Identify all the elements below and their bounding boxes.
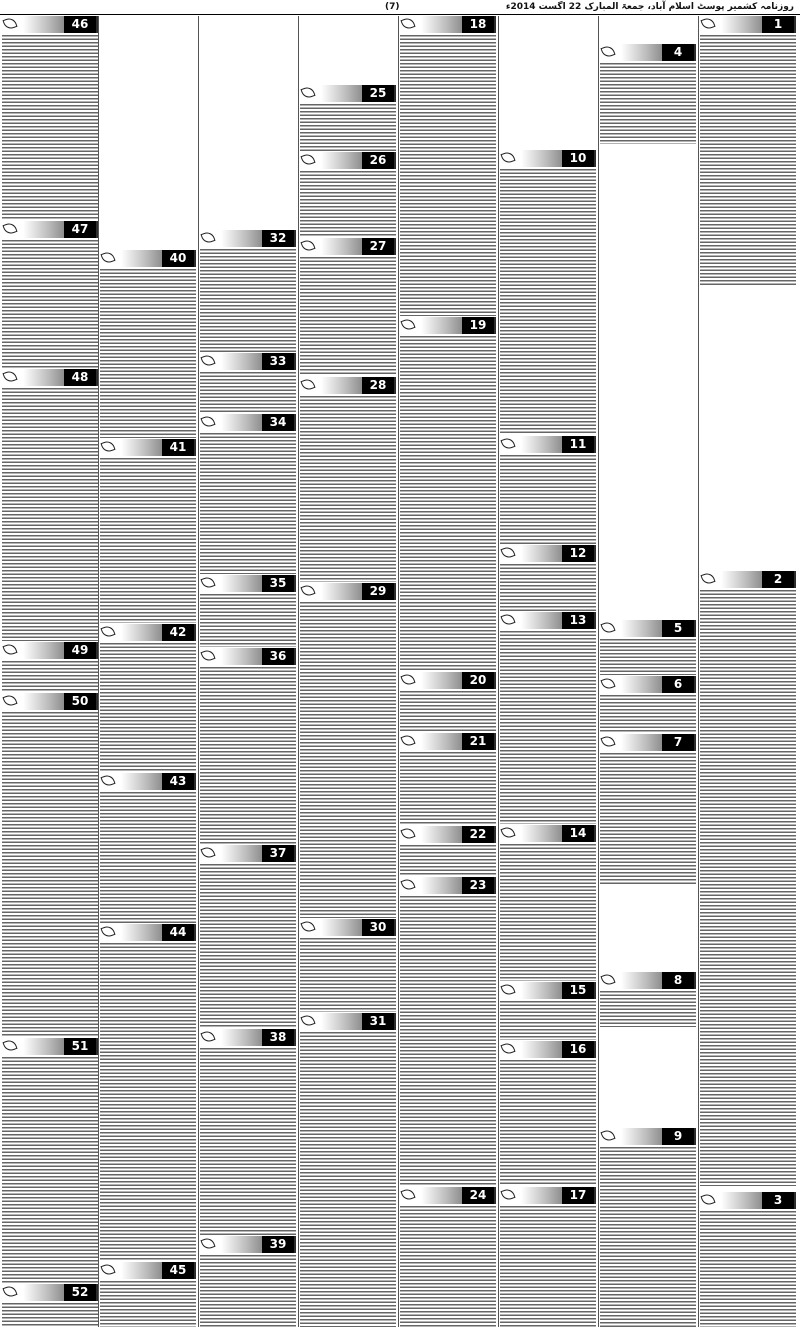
- column-separator: [98, 16, 99, 1327]
- leaf-icon: [700, 16, 715, 30]
- item-number: 23: [462, 877, 494, 894]
- leaf-icon: [300, 152, 315, 166]
- item-number: 33: [262, 353, 294, 370]
- urdu-text-block: [200, 372, 296, 413]
- leaf-icon: [600, 676, 615, 690]
- leaf-icon: [500, 436, 515, 450]
- item-number-banner: [300, 1013, 396, 1030]
- item-number: 25: [362, 85, 394, 102]
- item-number: 41: [162, 439, 194, 456]
- item-number: 31: [362, 1013, 394, 1030]
- item-number-banner: [300, 152, 396, 169]
- item-number-banner: [300, 919, 396, 936]
- leaf-icon: [200, 414, 215, 428]
- item-number-banner: [300, 85, 396, 102]
- item-number-banner: [2, 16, 98, 33]
- item-number-banner: [100, 250, 196, 267]
- column-6: [200, 16, 296, 1327]
- urdu-text-block: [600, 753, 696, 886]
- item-number-banner: [600, 972, 696, 989]
- urdu-text-block: [200, 249, 296, 352]
- item-number: 47: [64, 221, 96, 238]
- leaf-icon: [600, 734, 615, 748]
- urdu-text-block: [100, 269, 196, 438]
- leaf-icon: [2, 221, 17, 235]
- item-number-banner: [100, 439, 196, 456]
- news-item: [300, 583, 396, 918]
- item-number: 50: [64, 693, 96, 710]
- item-number-banner: [400, 733, 496, 750]
- item-number: 21: [462, 733, 494, 750]
- item-number: 42: [162, 624, 194, 641]
- urdu-text-block: [400, 752, 496, 825]
- item-number: 11: [562, 436, 594, 453]
- item-number: 9: [662, 1128, 694, 1145]
- news-item: [200, 648, 296, 844]
- item-number: 12: [562, 545, 594, 562]
- leaf-icon: [500, 545, 515, 559]
- news-item: [600, 676, 696, 733]
- item-number: 43: [162, 773, 194, 790]
- news-item: [600, 44, 696, 144]
- news-item: [200, 230, 296, 352]
- column-separator: [198, 16, 199, 1327]
- urdu-text-block: [600, 991, 696, 1027]
- item-number: 26: [362, 152, 394, 169]
- urdu-text-block: [600, 63, 696, 144]
- leaf-icon: [400, 317, 415, 331]
- item-number: 5: [662, 620, 694, 637]
- item-number: 8: [662, 972, 694, 989]
- column-5: [300, 16, 396, 1327]
- item-number-banner: [600, 1128, 696, 1145]
- leaf-icon: [2, 1038, 17, 1052]
- leaf-icon: [100, 250, 115, 264]
- news-item: [300, 919, 396, 1012]
- urdu-text-block: [500, 1060, 596, 1186]
- leaf-icon: [300, 238, 315, 252]
- urdu-text-block: [500, 631, 596, 824]
- leaf-icon: [100, 1262, 115, 1276]
- urdu-text-block: [2, 1057, 98, 1283]
- item-number: 16: [562, 1041, 594, 1058]
- leaf-icon: [300, 919, 315, 933]
- item-number-banner: [700, 571, 796, 588]
- urdu-text-block: [300, 104, 396, 151]
- item-number-banner: [2, 642, 98, 659]
- item-number: 1: [762, 16, 794, 33]
- item-number: 7: [662, 734, 694, 751]
- column-separator: [698, 16, 699, 1327]
- news-item: [500, 1187, 596, 1327]
- urdu-text-block: [700, 35, 796, 286]
- item-number: 34: [262, 414, 294, 431]
- urdu-text-block: [600, 639, 696, 675]
- leaf-icon: [500, 612, 515, 626]
- item-number: 32: [262, 230, 294, 247]
- news-item: [600, 734, 696, 886]
- urdu-text-block: [2, 1303, 98, 1327]
- urdu-text-block: [400, 845, 496, 876]
- urdu-text-block: [300, 1032, 396, 1327]
- news-item: [100, 439, 196, 623]
- news-item: [200, 414, 296, 574]
- news-item: [300, 377, 396, 582]
- item-number-banner: [500, 436, 596, 453]
- leaf-icon: [500, 982, 515, 996]
- item-number-banner: [200, 648, 296, 665]
- urdu-text-block: [400, 1206, 496, 1327]
- leaf-icon: [300, 583, 315, 597]
- leaf-icon: [600, 1128, 615, 1142]
- item-number: 20: [462, 672, 494, 689]
- item-number-banner: [2, 1284, 98, 1301]
- item-number: 6: [662, 676, 694, 693]
- item-number-banner: [400, 1187, 496, 1204]
- leaf-icon: [400, 1187, 415, 1201]
- news-item: [100, 924, 196, 1261]
- leaf-icon: [100, 773, 115, 787]
- column-3: [500, 16, 596, 1327]
- news-item: [400, 16, 496, 316]
- item-number-banner: [300, 377, 396, 394]
- item-number: 2: [762, 571, 794, 588]
- urdu-text-block: [100, 643, 196, 772]
- leaf-icon: [600, 44, 615, 58]
- page-header: [0, 0, 800, 15]
- urdu-text-block: [100, 943, 196, 1261]
- news-item: [400, 826, 496, 876]
- urdu-text-block: [500, 844, 596, 981]
- news-item: [2, 1038, 98, 1283]
- item-number-banner: [700, 16, 796, 33]
- leaf-icon: [2, 16, 17, 30]
- news-item: [2, 693, 98, 1037]
- column-separator: [498, 16, 499, 1327]
- column-separator: [598, 16, 599, 1327]
- news-item: [300, 152, 396, 237]
- item-number: 30: [362, 919, 394, 936]
- column-1: [700, 16, 796, 1327]
- item-number: 18: [462, 16, 494, 33]
- leaf-icon: [200, 648, 215, 662]
- leaf-icon: [300, 1013, 315, 1027]
- urdu-text-block: [200, 594, 296, 647]
- leaf-icon: [600, 620, 615, 634]
- news-item: [700, 16, 796, 286]
- item-number: 13: [562, 612, 594, 629]
- leaf-icon: [600, 972, 615, 986]
- urdu-text-block: [400, 35, 496, 316]
- news-item: [500, 612, 596, 824]
- leaf-icon: [100, 439, 115, 453]
- item-number-banner: [500, 825, 596, 842]
- news-item: [300, 238, 396, 376]
- item-number: 39: [262, 1236, 294, 1253]
- news-item: [2, 16, 98, 220]
- item-number-banner: [400, 672, 496, 689]
- news-item: [600, 972, 696, 1027]
- urdu-text-block: [2, 388, 98, 641]
- leaf-icon: [2, 369, 17, 383]
- item-number-banner: [100, 773, 196, 790]
- news-item: [400, 1187, 496, 1327]
- item-number-banner: [100, 1262, 196, 1279]
- item-number-banner: [300, 583, 396, 600]
- news-item: [2, 221, 98, 368]
- leaf-icon: [700, 1192, 715, 1206]
- news-item: [300, 85, 396, 151]
- urdu-text-block: [2, 712, 98, 1037]
- leaf-icon: [400, 877, 415, 891]
- leaf-icon: [100, 624, 115, 638]
- urdu-text-block: [100, 792, 196, 923]
- leaf-icon: [500, 150, 515, 164]
- urdu-text-block: [300, 257, 396, 376]
- item-number: 14: [562, 825, 594, 842]
- urdu-text-block: [500, 455, 596, 544]
- item-number-banner: [600, 44, 696, 61]
- leaf-icon: [2, 642, 17, 656]
- item-number: 49: [64, 642, 96, 659]
- urdu-text-block: [200, 433, 296, 574]
- item-number-banner: [100, 624, 196, 641]
- item-number: 24: [462, 1187, 494, 1204]
- news-item: [400, 317, 496, 671]
- item-number-banner: [500, 150, 596, 167]
- urdu-text-block: [200, 864, 296, 1028]
- news-item: [200, 1029, 296, 1235]
- news-item: [400, 877, 496, 1186]
- item-number: 10: [562, 150, 594, 167]
- urdu-text-block: [700, 1211, 796, 1327]
- urdu-text-block: [600, 695, 696, 733]
- news-item: [100, 773, 196, 923]
- leaf-icon: [200, 1236, 215, 1250]
- item-number: 52: [64, 1284, 96, 1301]
- leaf-icon: [500, 825, 515, 839]
- urdu-text-block: [300, 171, 396, 237]
- urdu-text-block: [500, 564, 596, 611]
- news-item: [700, 571, 796, 1186]
- news-item: [200, 575, 296, 647]
- news-item: [200, 1236, 296, 1327]
- news-item: [400, 733, 496, 825]
- item-number: 40: [162, 250, 194, 267]
- item-number: 38: [262, 1029, 294, 1046]
- news-item: [500, 545, 596, 611]
- item-number-banner: [200, 353, 296, 370]
- column-4: [400, 16, 496, 1327]
- urdu-text-block: [400, 336, 496, 671]
- urdu-text-block: [200, 667, 296, 844]
- item-number: 3: [762, 1192, 794, 1209]
- item-number: 36: [262, 648, 294, 665]
- urdu-text-block: [600, 1147, 696, 1327]
- urdu-text-block: [500, 169, 596, 435]
- item-number-banner: [200, 1029, 296, 1046]
- item-number-banner: [500, 612, 596, 629]
- urdu-text-block: [100, 1281, 196, 1327]
- item-number-banner: [600, 734, 696, 751]
- item-number-banner: [2, 693, 98, 710]
- urdu-text-block: [200, 1255, 296, 1327]
- news-item: [500, 436, 596, 544]
- item-number-banner: [400, 16, 496, 33]
- item-number: 45: [162, 1262, 194, 1279]
- item-number: 37: [262, 845, 294, 862]
- urdu-text-block: [500, 1206, 596, 1327]
- item-number-banner: [500, 545, 596, 562]
- urdu-text-block: [2, 661, 98, 692]
- item-number-banner: [700, 1192, 796, 1209]
- leaf-icon: [300, 85, 315, 99]
- leaf-icon: [400, 826, 415, 840]
- item-number: 27: [362, 238, 394, 255]
- urdu-text-block: [700, 590, 796, 1186]
- item-number: 51: [64, 1038, 96, 1055]
- item-number-banner: [100, 924, 196, 941]
- item-number: 15: [562, 982, 594, 999]
- urdu-text-block: [2, 240, 98, 368]
- urdu-text-block: [300, 602, 396, 918]
- leaf-icon: [500, 1187, 515, 1201]
- news-item: [2, 642, 98, 692]
- item-number-banner: [400, 317, 496, 334]
- page-number: (7): [385, 2, 400, 12]
- leaf-icon: [400, 16, 415, 30]
- item-number-banner: [500, 1187, 596, 1204]
- news-item: [600, 620, 696, 675]
- item-number-banner: [200, 230, 296, 247]
- item-number-banner: [300, 238, 396, 255]
- urdu-text-block: [100, 458, 196, 623]
- item-number-banner: [2, 221, 98, 238]
- leaf-icon: [400, 733, 415, 747]
- item-number-banner: [200, 845, 296, 862]
- item-number-banner: [2, 1038, 98, 1055]
- item-number-banner: [500, 1041, 596, 1058]
- column-7: [100, 16, 196, 1327]
- item-number-banner: [2, 369, 98, 386]
- urdu-text-block: [300, 938, 396, 1012]
- item-number: 46: [64, 16, 96, 33]
- item-number: 19: [462, 317, 494, 334]
- news-item: [2, 369, 98, 641]
- leaf-icon: [300, 377, 315, 391]
- item-number: 29: [362, 583, 394, 600]
- leaf-icon: [400, 672, 415, 686]
- column-separator: [398, 16, 399, 1327]
- leaf-icon: [2, 1284, 17, 1298]
- news-item: [2, 1284, 98, 1327]
- urdu-text-block: [300, 396, 396, 582]
- item-number: 48: [64, 369, 96, 386]
- item-number: 28: [362, 377, 394, 394]
- urdu-text-block: [400, 896, 496, 1186]
- column-2: [600, 16, 696, 1327]
- leaf-icon: [200, 575, 215, 589]
- news-item: [100, 250, 196, 438]
- masthead: روزنامہ کشمیر پوسٹ اسلام آباد، جمعۃ المبارک 22 اگست 2014ء: [505, 2, 794, 12]
- urdu-text-block: [400, 691, 496, 732]
- item-number-banner: [500, 982, 596, 999]
- leaf-icon: [700, 571, 715, 585]
- leaf-icon: [200, 1029, 215, 1043]
- leaf-icon: [100, 924, 115, 938]
- news-item: [100, 624, 196, 772]
- news-item: [700, 1192, 796, 1327]
- news-item: [300, 1013, 396, 1327]
- news-item: [600, 1128, 696, 1327]
- column-separator: [298, 16, 299, 1327]
- leaf-icon: [200, 353, 215, 367]
- item-number: 4: [662, 44, 694, 61]
- news-item: [500, 825, 596, 981]
- column-8: [2, 16, 98, 1327]
- item-number: 17: [562, 1187, 594, 1204]
- item-number: 35: [262, 575, 294, 592]
- urdu-text-block: [500, 1001, 596, 1040]
- leaf-icon: [200, 230, 215, 244]
- news-item: [200, 353, 296, 413]
- item-number-banner: [200, 575, 296, 592]
- item-number-banner: [200, 414, 296, 431]
- news-item: [500, 1041, 596, 1186]
- news-item: [100, 1262, 196, 1327]
- item-number-banner: [400, 826, 496, 843]
- leaf-icon: [2, 693, 17, 707]
- item-number-banner: [600, 676, 696, 693]
- item-number-banner: [600, 620, 696, 637]
- item-number: 44: [162, 924, 194, 941]
- item-number-banner: [400, 877, 496, 894]
- item-number: 22: [462, 826, 494, 843]
- urdu-text-block: [200, 1048, 296, 1235]
- leaf-icon: [200, 845, 215, 859]
- news-item: [500, 982, 596, 1040]
- urdu-text-block: [2, 35, 98, 220]
- leaf-icon: [500, 1041, 515, 1055]
- item-number-banner: [200, 1236, 296, 1253]
- news-item: [500, 150, 596, 435]
- news-item: [400, 672, 496, 732]
- news-item: [200, 845, 296, 1028]
